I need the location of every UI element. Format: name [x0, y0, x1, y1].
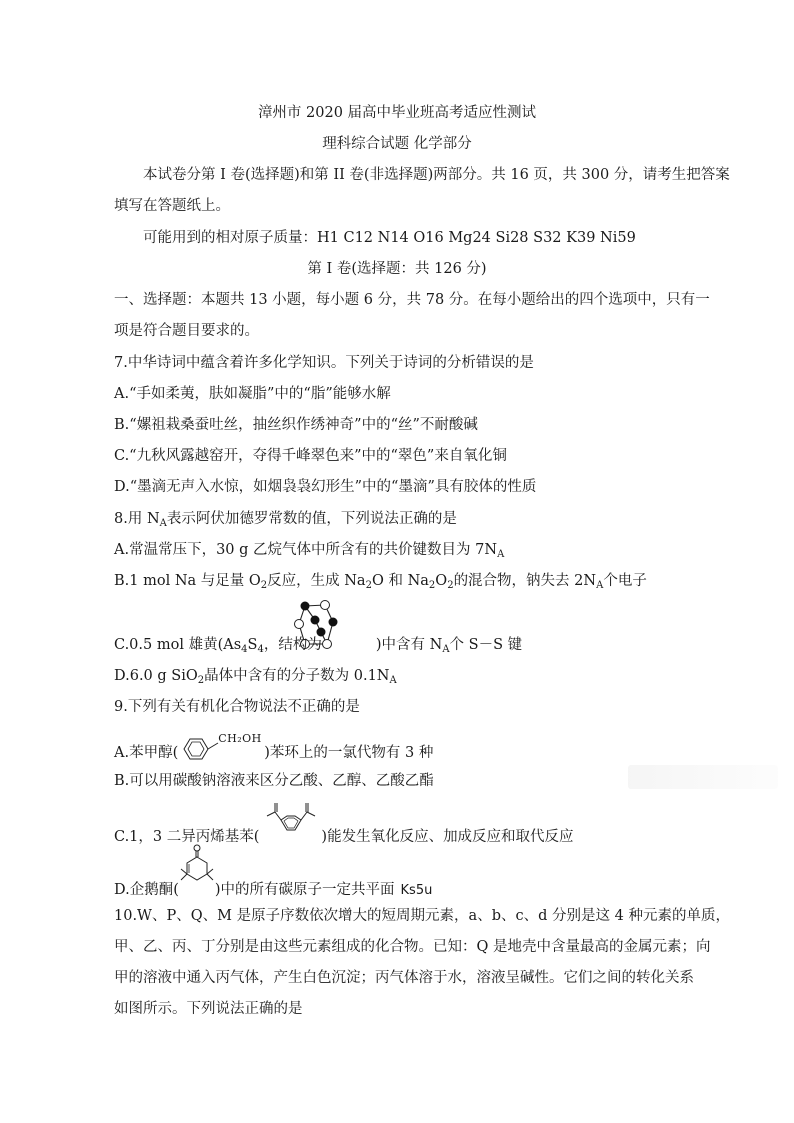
- intro-line-2: 填写在答题纸上。: [114, 198, 230, 214]
- q7-option-b: B.“嫘祖栽桑蚕吐丝，抽丝织作绣神奇”中的“丝”不耐酸碱: [114, 417, 478, 433]
- q7-option-c: C.“九秋风露越窑开，夺得千峰翠色来”中的“翠色”来自氧化铜: [114, 448, 507, 464]
- q9-option-a: A.苯甲醇( CH₂OH )苯环上的一氯代物有 3 种: [114, 740, 433, 766]
- diisopropenylbenzene-structure: [259, 816, 321, 858]
- q9-option-c: C.1，3 二异丙烯基苯( )能发生氧化反应、加成反应和取代反应: [114, 816, 574, 858]
- faint-watermark: [628, 762, 778, 797]
- q7-option-d: D.“墨滴无声入水惊，如烟袅袅幻形生”中的“墨滴”具有胶体的性质: [114, 479, 537, 495]
- q8-option-d: D.6.0 g SiO$_2$晶体中含有的分子数为 $0.1N_A$: [114, 668, 397, 686]
- q8-stem: 8.用 $N_A$表示阿伏加德罗常数的值，下列说法正确的是: [114, 511, 457, 529]
- q9-stem: 9.下列有关有机化合物说法不正确的是: [114, 699, 360, 715]
- q8-option-b: B.1 mol Na 与足量 $O_2$反应，生成 $Na_2O$ 和 $Na_2O_2$的混合物，钠失去 $2N_A$个电子: [114, 573, 647, 591]
- q8-option-c: C.0.5 mol 雄黄($As_4S_4$，结构为 )中含有 $N_A$个 S－S 键: [114, 637, 523, 655]
- arsenic-atom: [321, 601, 330, 610]
- intro-line-1: 本试卷分第 I 卷(选择题)和第 II 卷(非选择题)两部分。共 16 页，共 300 分，请考生把答案: [143, 167, 730, 183]
- q7-option-a: A.“手如柔荑，肤如凝脂”中的“脂”能够水解: [114, 386, 391, 402]
- q10-line-1: 10.W、P、Q、M 是原子序数依次增大的短周期元素，a、b、c、d 分别是这 4 种元素的单质，: [114, 908, 730, 924]
- q7-stem: 7.中华诗词中蕴含着许多化学知识。下列关于诗词的分析错误的是: [114, 355, 534, 371]
- q10-line-2: 甲、乙、丙、丁分别是由这些元素组成的化合物。已知：Q 是地壳中含量最高的金属元素；向: [114, 939, 711, 955]
- atomic-masses: 可能用到的相对原子质量：H1 C12 N14 O16 Mg24 Si28 S32 K39 Ni59: [143, 230, 636, 246]
- page-title: 漳州市 2020 届高中毕业班高考适应性测试: [257, 105, 537, 121]
- sulfur-atom: [301, 602, 310, 611]
- q8-option-a: A.常温常压下，30 g 乙烷气体中所含有的共价键数目为 $7N_A$: [114, 542, 505, 560]
- section-title: 第 I 卷(选择题：共 126 分): [307, 261, 487, 277]
- arsenic-atom: [295, 620, 304, 629]
- instructions-line-1: 一、选择题：本题共 13 小题，每小题 6 分，共 78 分。在每小题给出的四个选项中，只有一: [114, 292, 710, 308]
- sulfur-atom: [329, 618, 338, 627]
- page-subtitle: 理科综合试题 化学部分: [322, 136, 472, 152]
- q10-line-3: 甲的溶液中通入丙气体，产生白色沉淀；丙气体溶于水，溶液呈碱性。它们之间的转化关系: [114, 970, 694, 986]
- sulfur-atom: [311, 616, 320, 625]
- benzyl-alcohol-structure: CH₂OH: [178, 740, 264, 766]
- instructions-line-2: 项是符合题目要求的。: [114, 323, 259, 339]
- q9-option-d: D.企鹅酮( )中的所有碳原子一定共平面 Ks5u: [114, 868, 432, 912]
- q9-option-b: B.可以用碳酸钠溶液来区分乙酸、乙醇、乙酸乙酯: [114, 773, 434, 789]
- q10-line-4: 如图所示。下列说法正确的是: [114, 1001, 303, 1017]
